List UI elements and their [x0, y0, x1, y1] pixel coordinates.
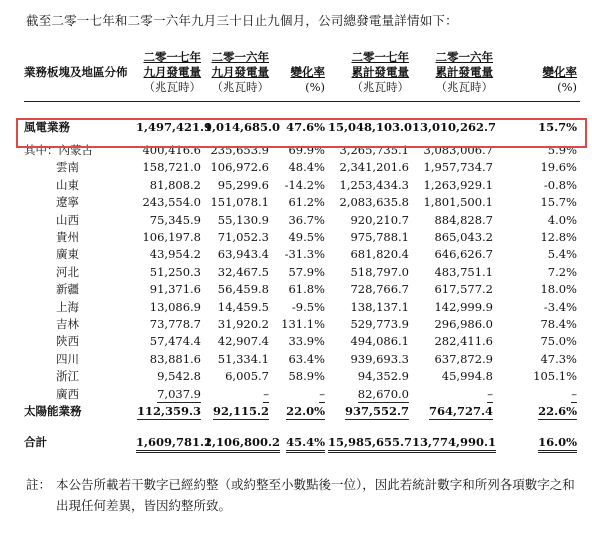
cell-value: 45,994.8: [441, 369, 493, 384]
header-segment: 業務板塊及地區分佈: [24, 50, 136, 102]
region-row: [24, 298, 580, 315]
cell-value: 13,774,990.1: [412, 434, 496, 451]
cell-value: 529,773.9: [350, 316, 409, 331]
cell-value: 75.0%: [540, 334, 577, 349]
footnote: [26, 474, 576, 516]
cell-value: 15.7%: [538, 119, 577, 134]
row-label: 河北: [56, 264, 79, 279]
cell-value: 56,459.8: [217, 282, 269, 297]
cell-value: 19.6%: [540, 160, 577, 175]
row-label: 廣西: [56, 386, 79, 401]
cell-value: 63,943.4: [217, 247, 269, 262]
cell-value: 106,972.6: [210, 160, 269, 175]
cell-value: 3,083,006.7: [423, 143, 493, 158]
cell-value: 1,014,685.0: [204, 119, 281, 134]
cell-value: 138,137.1: [350, 299, 409, 314]
cell-value: 637,872.9: [434, 351, 493, 366]
region-row: [24, 246, 580, 263]
cell-value: 106,197.8: [142, 230, 201, 245]
cell-value: 884,828.7: [434, 212, 493, 227]
cell-value: 1,801,500.1: [423, 195, 493, 210]
cell-value: 1,263,929.1: [423, 177, 493, 192]
cell-value: 3,265,735.1: [339, 143, 409, 158]
row-label: 遼寧: [56, 195, 79, 210]
row-label: 陝西: [56, 334, 79, 349]
cell-value: 47.6%: [286, 119, 325, 134]
cell-value: 1,497,421.9: [136, 119, 213, 134]
region-row: [24, 385, 580, 402]
cell-value: 13,010,262.7: [412, 119, 497, 134]
cell-value: 6,005.7: [225, 369, 269, 384]
cell-value: 61.8%: [288, 282, 325, 297]
header-change-ytd: 變化率 (%): [496, 50, 580, 102]
cell-value: 15.7%: [540, 195, 577, 210]
row-label: 山西: [56, 212, 79, 227]
row-label: 合計: [24, 435, 47, 450]
cell-value: 15,985,655.7: [328, 434, 412, 451]
cell-value: 728,766.7: [350, 282, 409, 297]
cell-value: 105.1%: [533, 369, 577, 384]
cell-value: 43,954.2: [149, 247, 201, 262]
region-row: [24, 333, 580, 350]
cell-value: 400,416.6: [142, 143, 201, 158]
cell-value: 5.9%: [547, 143, 577, 158]
row-label: 貴州: [56, 230, 79, 245]
cell-value: 16.0%: [496, 434, 580, 451]
cell-value: 158,721.0: [142, 160, 201, 175]
cell-value: 45.4%: [272, 434, 328, 451]
cell-value: 94,352.9: [357, 369, 409, 384]
header-sep-2017: 二零一七年 九月發電量 （兆瓦時）: [136, 50, 204, 102]
cell-value: 243,554.0: [142, 195, 201, 210]
region-row: [24, 194, 580, 211]
cell-value: 2,083,635.8: [339, 195, 409, 210]
cell-value: 71,052.3: [217, 230, 269, 245]
cell-value: 22.6%: [538, 403, 577, 418]
cell-value: 939,693.3: [350, 351, 409, 366]
cell-value: 865,043.2: [434, 230, 493, 245]
generation-table: [24, 50, 580, 451]
cell-value: 681,820.4: [350, 247, 409, 262]
cell-value: 12.8%: [540, 230, 577, 245]
table-header-row: [24, 50, 580, 102]
row-label: 其中：內蒙古: [24, 143, 93, 158]
cell-value: 518,797.0: [350, 264, 409, 279]
cell-value: -0.8%: [543, 177, 577, 192]
cell-value: 483,751.1: [434, 264, 493, 279]
row-label: 上海: [56, 299, 79, 314]
header-sep-2016: 二零一六年 九月發電量 （兆瓦時）: [204, 50, 272, 102]
header-ytd-2017: 二零一七年 累計發電量 （兆瓦時）: [328, 50, 412, 102]
region-row: [24, 159, 580, 176]
cell-value: 55,130.9: [217, 212, 269, 227]
cell-value: 1,106,800.2: [204, 434, 272, 451]
row-label: 山東: [56, 177, 79, 192]
cell-value: 18.0%: [540, 282, 577, 297]
solar-row: [24, 402, 580, 419]
cell-value: 1,957,734.7: [423, 160, 493, 175]
region-row: [24, 367, 580, 384]
cell-value: 494,086.1: [350, 334, 409, 349]
region-row: [24, 281, 580, 298]
cell-value: 937,552.7: [344, 403, 409, 418]
row-label: 雲南: [56, 160, 79, 175]
cell-value: 83,881.6: [149, 351, 201, 366]
cell-value: 49.5%: [288, 230, 325, 245]
region-row: [24, 315, 580, 332]
cell-value: 617,577.2: [434, 282, 493, 297]
row-label: 浙江: [56, 369, 79, 384]
row-label: 太陽能業務: [24, 403, 82, 418]
wind-row-highlight-box: [16, 118, 587, 148]
cell-value: 61.2%: [288, 195, 325, 210]
cell-value: 920,210.7: [350, 212, 409, 227]
cell-value: 4.0%: [547, 212, 577, 227]
cell-value: 13,086.9: [149, 299, 201, 314]
cell-value: 1,253,434.3: [339, 177, 409, 192]
cell-value: 7,037.9: [157, 386, 201, 401]
footnote-label: 註：: [26, 477, 52, 492]
cell-value: 57.9%: [288, 264, 325, 279]
cell-value: 5.4%: [547, 247, 577, 262]
cell-value: 112,359.3: [136, 403, 201, 418]
cell-value: 92,115.2: [212, 403, 269, 418]
cell-value: 2,341,201.6: [339, 160, 409, 175]
cell-value: 142,999.9: [434, 299, 493, 314]
region-row: [24, 350, 580, 367]
cell-value: 51,334.1: [217, 351, 269, 366]
cell-value: –: [571, 386, 577, 401]
cell-value: 14,459.5: [217, 299, 269, 314]
cell-value: –: [263, 386, 269, 401]
row-label: 吉林: [56, 316, 79, 331]
cell-value: 646,626.7: [434, 247, 493, 262]
cell-value: 235,653.9: [210, 143, 269, 158]
total-row: [24, 434, 580, 451]
cell-value: 9,542.8: [157, 369, 201, 384]
cell-value: 282,411.6: [434, 334, 493, 349]
region-row: [24, 263, 580, 280]
region-row: [24, 228, 580, 245]
cell-value: 151,078.1: [210, 195, 269, 210]
cell-value: 63.4%: [288, 351, 325, 366]
header-change-sep: 變化率 (%): [272, 50, 328, 102]
cell-value: 75,345.9: [149, 212, 201, 227]
cell-value: 764,727.4: [428, 403, 493, 418]
cell-value: 69.9%: [288, 143, 325, 158]
cell-value: 15,048,103.0: [328, 119, 413, 134]
row-label: 廣東: [56, 247, 79, 262]
region-row: [24, 176, 580, 193]
header-ytd-2016: 二零一六年 累計發電量 （兆瓦時）: [412, 50, 496, 102]
cell-value: 47.3%: [540, 351, 577, 366]
cell-value: 48.4%: [288, 160, 325, 175]
cell-value: 91,371.6: [149, 282, 201, 297]
cell-value: –: [319, 386, 325, 401]
row-label: 風電業務: [24, 119, 70, 134]
cell-value: 36.7%: [288, 212, 325, 227]
cell-value: 58.9%: [288, 369, 325, 384]
row-label: 四川: [56, 351, 79, 366]
cell-value: 82,670.0: [357, 386, 409, 401]
cell-value: -9.5%: [291, 299, 325, 314]
cell-value: -14.2%: [284, 177, 325, 192]
cell-value: –: [487, 386, 493, 401]
cell-value: 33.9%: [288, 334, 325, 349]
cell-value: 42,907.4: [217, 334, 269, 349]
cell-value: 95,299.6: [217, 177, 269, 192]
cell-value: 51,250.3: [149, 264, 201, 279]
cell-value: 131.1%: [281, 316, 325, 331]
cell-value: 22.0%: [286, 403, 325, 418]
cell-value: 78.4%: [540, 316, 577, 331]
row-label: 新疆: [56, 282, 79, 297]
intro-text: 截至二零一七年和二零一六年九月三十日止九個月，公司總發電量詳情如下：: [26, 13, 458, 28]
cell-value: 975,788.1: [350, 230, 409, 245]
footnote-text: 本公告所載若干數字已經約整（或約整至小數點後一位），因此若統計數字和所列各項數字之和出現任何差異，皆因約整所致。: [56, 477, 575, 513]
cell-value: 31,920.2: [217, 316, 269, 331]
cell-value: -3.4%: [543, 299, 577, 314]
cell-value: 32,467.5: [217, 264, 269, 279]
cell-value: 7.2%: [547, 264, 577, 279]
cell-value: -31.3%: [284, 247, 325, 262]
cell-value: 57,474.4: [149, 334, 201, 349]
cell-value: 81,808.2: [149, 177, 201, 192]
cell-value: 73,778.7: [149, 316, 201, 331]
region-row: [24, 211, 580, 228]
cell-value: 296,986.0: [434, 316, 493, 331]
cell-value: 1,609,781.2: [136, 434, 204, 451]
